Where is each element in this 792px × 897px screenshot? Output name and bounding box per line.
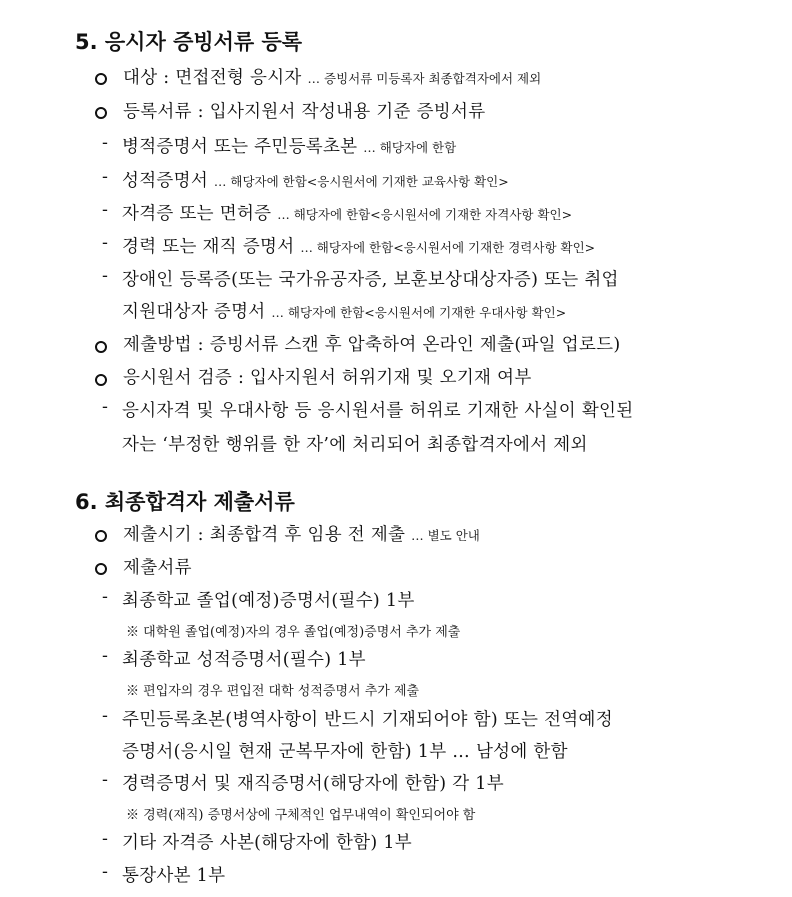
bullet-icon — [95, 371, 107, 390]
bullet-icon — [95, 338, 107, 357]
list-item: 최종학교 성적증명서(필수) 1부 — [122, 650, 366, 670]
bullet-icon — [95, 70, 107, 89]
section-6-heading: 6. 최종합격자 제출서류 — [75, 490, 295, 514]
item-note: … 별도 안내 — [411, 528, 480, 543]
bullet-icon — [95, 560, 107, 579]
item-text: 자격증 또는 면허증 — [122, 204, 272, 224]
sub-note: ※ 편입자의 경우 편입전 대학 성적증명서 추가 제출 — [126, 684, 420, 699]
dash-marker: - — [102, 706, 109, 726]
item-note: … 해당자에 한함 — [363, 140, 457, 155]
item-note: … 증빙서류 미등록자 최종합격자에서 제외 — [307, 71, 542, 86]
bullet-icon — [95, 527, 107, 546]
dash-marker: - — [102, 587, 109, 607]
item-text: 병적증명서 또는 주민등록초본 — [122, 137, 358, 157]
sub-note: ※ 경력(재직) 증명서상에 구체적인 업무내역이 확인되어야 함 — [126, 808, 476, 823]
list-item — [122, 200, 572, 225]
item-note: … 해당자에 한함<응시원서에 기재한 자격사항 확인> — [277, 207, 573, 222]
dash-marker: - — [102, 770, 109, 790]
list-item — [123, 521, 480, 546]
sub-note: ※ 대학원 졸업(예정)자의 경우 졸업(예정)증명서 추가 제출 — [126, 625, 461, 640]
item-note: … 해당자에 한함<응시원서에 기재한 경력사항 확인> — [300, 240, 596, 255]
dash-marker: - — [102, 646, 109, 666]
list-item — [122, 133, 456, 158]
list-item-continuation: 자는 ‘부정한 행위를 한 자’에 처리되어 최종합격자에서 제외 — [122, 435, 588, 455]
item-text: 성적증명서 — [122, 171, 209, 191]
dash-marker: - — [102, 862, 109, 882]
dash-marker: - — [102, 167, 109, 187]
list-item: 제출서류 — [123, 558, 192, 578]
section-5-heading: 5. 응시자 증빙서류 등록 — [75, 30, 303, 54]
list-item: 제출방법 : 증빙서류 스캔 후 압축하여 온라인 제출(파일 업로드) — [123, 335, 621, 355]
list-item — [122, 233, 595, 258]
list-item: 등록서류 : 입사지원서 작성내용 기준 증빙서류 — [123, 102, 486, 122]
list-item — [122, 167, 509, 192]
dash-marker: - — [102, 829, 109, 849]
item-note: … 해당자에 한함<응시원서에 기재한 우대사항 확인> — [271, 305, 567, 320]
item-text: 제출시기 : 최종합격 후 임용 전 제출 — [123, 525, 406, 545]
list-item: 응시원서 검증 : 입사지원서 허위기재 및 오기재 여부 — [123, 368, 532, 388]
item-text: 경력 또는 재직 증명서 — [122, 237, 295, 257]
dash-marker: - — [102, 200, 109, 220]
bullet-icon — [95, 104, 107, 123]
list-item: 통장사본 1부 — [122, 866, 226, 886]
list-item: 최종학교 졸업(예정)증명서(필수) 1부 — [122, 591, 415, 611]
dash-marker: - — [102, 397, 109, 417]
dash-marker: - — [102, 133, 109, 153]
list-item: 주민등록초본(병역사항이 반드시 기재되어야 함) 또는 전역예정 — [122, 710, 613, 730]
list-item: 기타 자격증 사본(해당자에 한함) 1부 — [122, 833, 413, 853]
list-item-continuation — [122, 298, 566, 323]
item-note: … 해당자에 한함<응시원서에 기재한 교육사항 확인> — [213, 174, 509, 189]
dash-marker: - — [102, 266, 109, 286]
list-item: 응시자격 및 우대사항 등 응시원서를 허위로 기재한 사실이 확인된 — [122, 401, 634, 421]
item-text: 대상 : 면접전형 응시자 — [123, 68, 302, 88]
list-item-continuation: 증명서(응시일 현재 군복무자에 한함) 1부 … 남성에 한함 — [122, 742, 568, 762]
item-text: 지원대상자 증명서 — [122, 302, 266, 322]
list-item: 장애인 등록증(또는 국가유공자증, 보훈보상대상자증) 또는 취업 — [122, 270, 619, 290]
list-item: 경력증명서 및 재직증명서(해당자에 한함) 각 1부 — [122, 774, 504, 794]
list-item — [123, 64, 541, 89]
dash-marker: - — [102, 233, 109, 253]
